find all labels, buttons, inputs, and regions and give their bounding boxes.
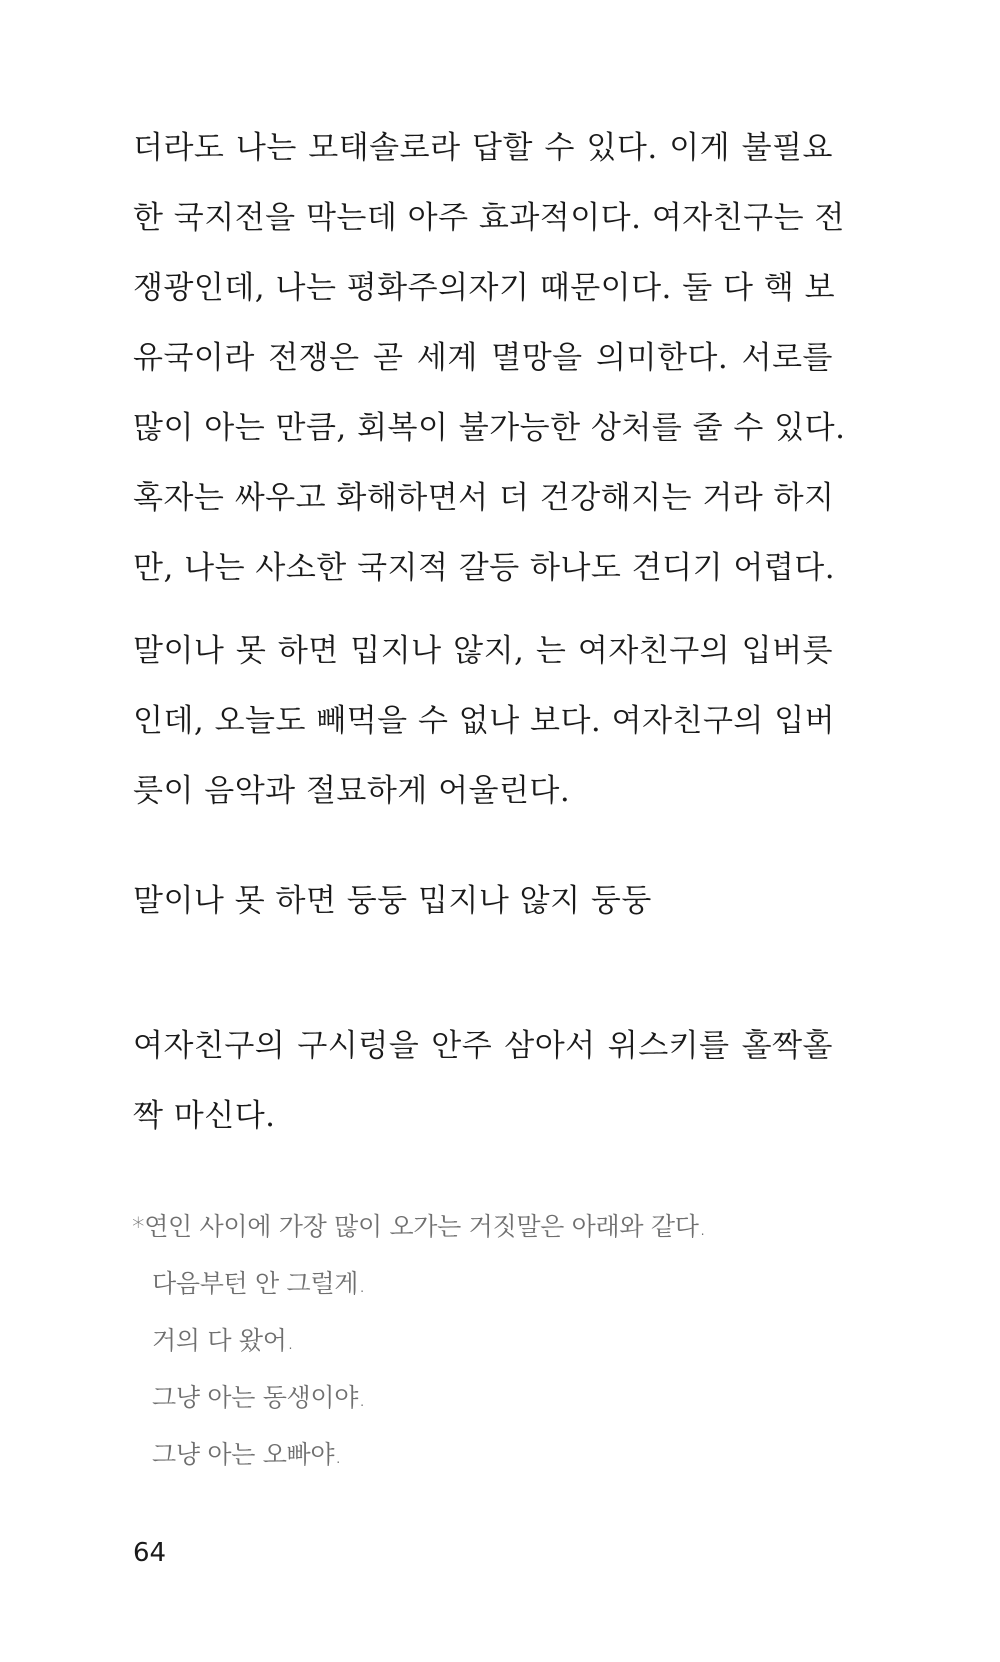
body-paragraph-4 [133,1011,833,1151]
text-line: 짝 마신다. [133,1098,276,1134]
text-line: 말이나 못 하면 둥둥 밉지나 않지 둥둥 [133,883,652,919]
footnote-line: 거의 다 왔어. [152,1326,295,1355]
text-line: 릇이 음악과 절묘하게 어울린다. [133,773,571,809]
footnote-line: 그냥 아는 동생이야. [152,1383,366,1412]
text-line: 말이나 못 하면 밉지나 않지, 는 여자친구의 입버릇 [133,633,833,669]
footnote-line: *연인 사이에 가장 많이 오가는 거짓말은 아래와 같다. [132,1212,707,1241]
footnote-line: 다음부턴 안 그럴게. [152,1269,366,1298]
body-paragraph-3 [133,866,833,936]
page-number: 64 [133,1538,167,1568]
footnote [132,1198,832,1483]
text-line: 여자친구의 구시렁을 안주 삼아서 위스키를 홀짝홀 [133,1028,833,1064]
body-paragraph-2 [133,616,836,826]
text-line: 인데, 오늘도 빼먹을 수 없나 보다. 여자친구의 입버 [133,703,836,739]
footnote-line: 그냥 아는 오빠야. [152,1440,342,1469]
text-line: 한 국지전을 막는데 아주 효과적이다. 여자친구는 전 [133,200,845,236]
text-line: 많이 아는 만큼, 회복이 불가능한 상처를 줄 수 있다. [133,410,846,446]
text-line: 유국이라 전쟁은 곧 세계 멸망을 의미한다. 서로를 [133,340,833,376]
text-line: 더라도 나는 모태솔로라 답할 수 있다. 이게 불필요 [133,130,833,166]
text-line: 쟁광인데, 나는 평화주의자기 때문이다. 둘 다 핵 보 [133,270,836,306]
text-line: 만, 나는 사소한 국지적 갈등 하나도 견디기 어렵다. [133,550,836,586]
text-line: 혹자는 싸우고 화해하면서 더 건강해지는 거라 하지 [133,480,835,516]
body-paragraph-1 [133,113,846,603]
